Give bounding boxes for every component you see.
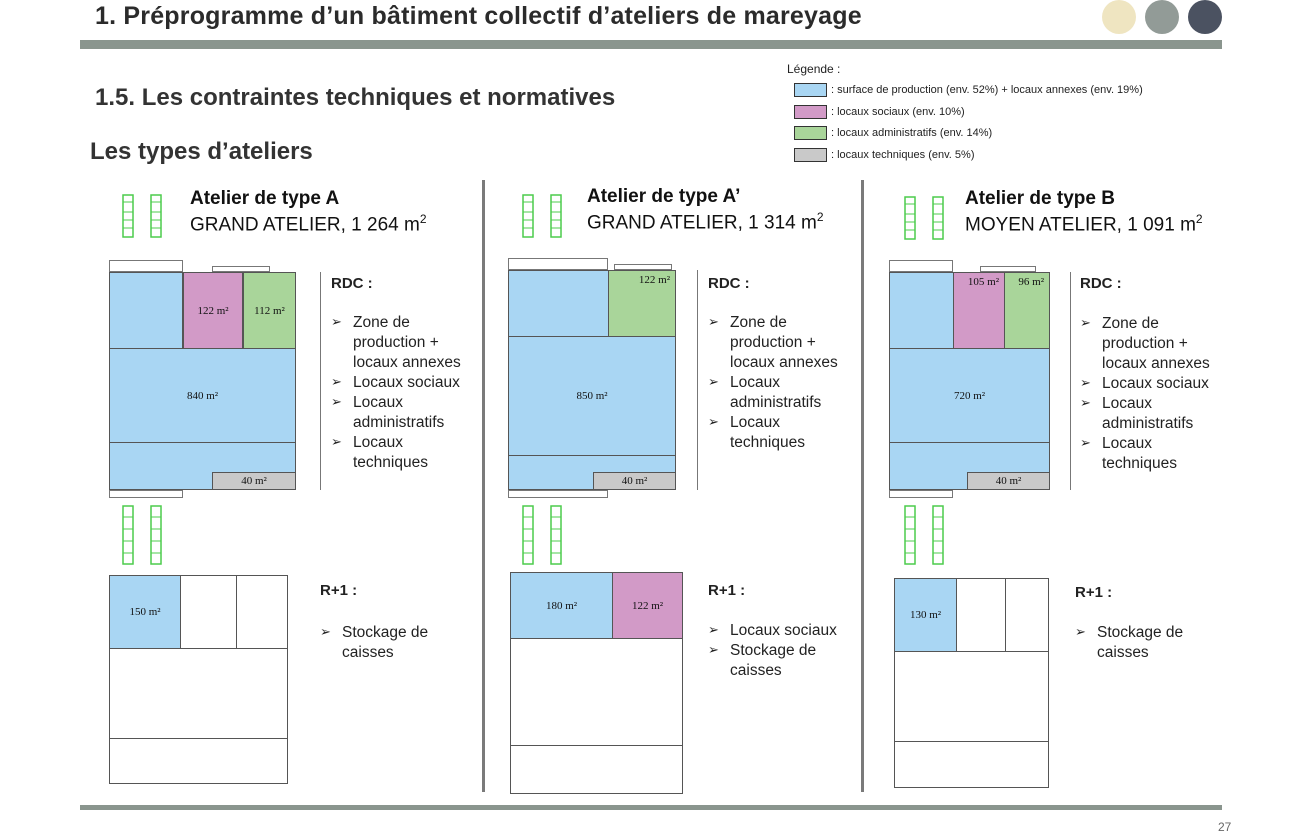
legend-label: : locaux administratifs (env. 14%) [831,126,993,139]
rdc-heading: RDC : [708,275,750,292]
truck-icon [904,505,916,549]
bullet-item: ➢ Stockage de caisses [320,623,470,663]
bullet-item: ➢ Locaux techniques [708,413,853,453]
legend-swatch [794,126,827,140]
r1-heading: R+1 : [320,582,358,599]
legend-item [794,103,965,120]
page-title: 1. Préprogramme d’un bâtiment collectif d’ateliers de mareyage [95,2,862,30]
legend-swatch [794,105,827,119]
column-divider [861,180,864,792]
room-empty [894,741,1049,788]
legend-label: : locaux techniques (env. 5%) [831,148,975,161]
room-sociaux: 122 m² [612,572,683,639]
truck-icon [550,194,562,238]
room-empty [180,575,237,649]
column-divider [482,180,485,792]
truck-icon [932,505,944,549]
truck-icon [522,505,534,549]
room-sociaux: 105 m² [953,272,1005,349]
r1-bullet-list [1075,623,1220,663]
room-production [508,270,609,337]
room-admin: 96 m² [1004,272,1050,349]
rdc-heading: RDC : [331,275,373,292]
dimension-line [320,272,321,490]
bullet-item: ➢ Locaux sociaux [331,373,471,393]
r1-heading: R+1 : [1075,584,1113,601]
legend-item [794,81,1143,98]
bullet-item: ➢ Locaux administratifs [1080,394,1220,434]
legend-item [794,124,992,141]
room-sociaux: 122 m² [183,272,243,349]
truck-icon [904,196,916,240]
rdc-bullet-list [708,313,853,453]
legend-title: Légende : [787,62,841,76]
plan-outline [889,490,953,498]
bullet-item: ➢ Locaux sociaux [1080,374,1220,394]
room-empty [956,578,1006,652]
atelier-type-label: Atelier de type A [190,188,340,209]
room-empty [894,651,1049,742]
plan-outline [109,490,183,498]
r1-bullet-list [708,621,853,681]
bullet-item: ➢ Zone de production + locaux annexes [1080,314,1220,374]
legend-swatch [794,83,827,97]
truck-icon [122,194,134,238]
dimension-line [1070,272,1071,490]
bullet-item: ➢ Stockage de caisses [1075,623,1220,663]
plan-outline [508,258,608,270]
section-subheading: Les types d’ateliers [90,138,313,165]
rdc-bullet-list [1080,314,1220,474]
truck-icon [150,505,162,549]
truck-icon [122,505,134,549]
legend-swatch [794,148,827,162]
room-admin: 122 m² [608,270,676,337]
room-production [889,272,954,349]
dot-icon [1145,0,1179,34]
room-production: 720 m² [889,348,1050,443]
room-production: 850 m² [508,336,676,456]
dimension-line [697,270,698,490]
legend-label: : locaux sociaux (env. 10%) [831,105,965,118]
room-production [109,272,183,349]
rdc-bullet-list [331,313,471,473]
room-empty [109,738,288,784]
dot-icon [1188,0,1222,34]
rdc-heading: RDC : [1080,275,1122,292]
room-empty [109,648,288,739]
truck-icon [932,196,944,240]
bullet-item: ➢ Locaux administratifs [331,393,471,433]
room-technique: 40 m² [967,472,1050,490]
bullet-item: ➢ Locaux sociaux [708,621,853,641]
room-production: 840 m² [109,348,296,443]
r1-bullet-list [320,623,470,663]
room-stockage: 180 m² [510,572,613,639]
room-empty [236,575,288,649]
plan-outline [109,260,183,272]
section-heading: 1.5. Les contraintes techniques et normatives [95,84,616,111]
truck-icon [550,505,562,549]
page-number: 27 [1218,820,1232,834]
atelier-type-label: Atelier de type A’ [587,186,741,207]
atelier-subtitle: GRAND ATELIER, 1 314 $m^2$ [587,210,824,234]
header-divider [80,40,1222,49]
bullet-item: ➢ Locaux techniques [331,433,471,473]
bullet-item: ➢ Locaux administratifs [708,373,853,413]
atelier-subtitle: MOYEN ATELIER, 1 091 $m^2$ [965,212,1203,236]
plan-outline [508,490,608,498]
room-empty [510,638,683,746]
bullet-item: ➢ Zone de production + locaux annexes [708,313,853,373]
legend-label: : surface de production (env. 52%) + locaux annexes (env. 19%) [831,83,1143,96]
bullet-item: ➢ Stockage de caisses [708,641,853,681]
room-empty [1005,578,1049,652]
truck-icon [150,194,162,238]
room-stockage: 130 m² [894,578,957,652]
atelier-subtitle: GRAND ATELIER, 1 264 $m^2$ [190,212,427,236]
room-empty [510,745,683,794]
legend-item [794,146,974,163]
room-admin: 112 m² [243,272,296,349]
dot-icon [1102,0,1136,34]
truck-icon [522,194,534,238]
bullet-item: ➢ Locaux techniques [1080,434,1220,474]
r1-heading: R+1 : [708,582,746,599]
atelier-type-label: Atelier de type B [965,188,1115,209]
room-technique: 40 m² [212,472,296,490]
room-stockage: 150 m² [109,575,181,649]
footer-divider [80,805,1222,810]
room-technique: 40 m² [593,472,676,490]
plan-outline [889,260,953,272]
bullet-item: ➢ Zone de production + locaux annexes [331,313,471,373]
